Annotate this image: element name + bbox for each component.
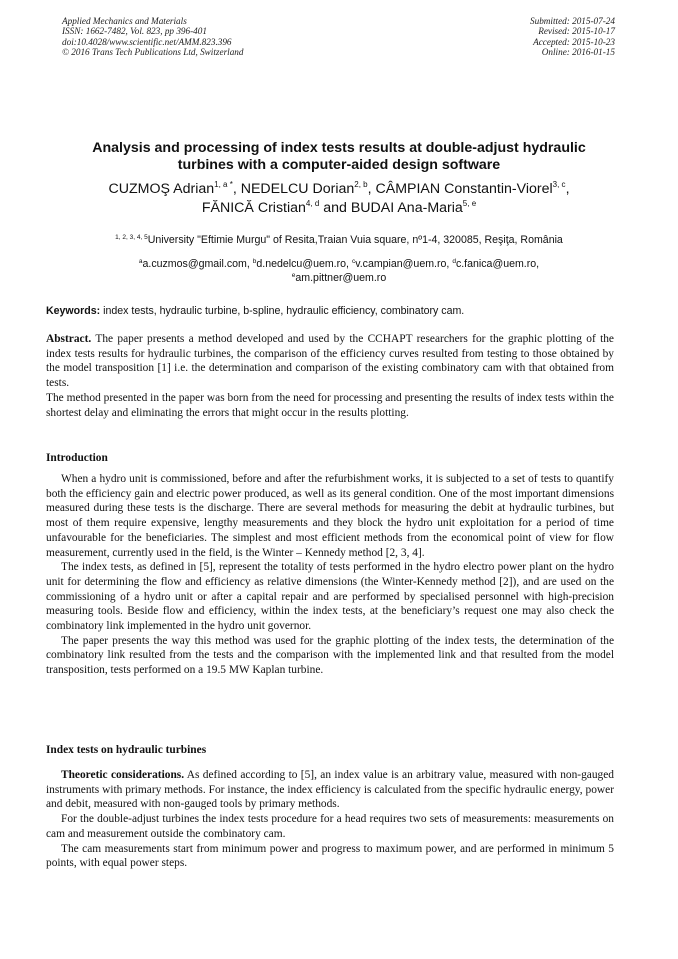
email-sep: ,: [246, 258, 253, 270]
author-name: FĂNICĂ Cristian: [201, 200, 306, 216]
email-sup: d: [452, 258, 456, 265]
email-sup: c: [351, 258, 356, 265]
introduction-paragraph-3: The paper presents the way this method was used for the graphic plotting of the index tests, the determination of the combinatory link resulted from the tests and the comparison with the implemented link and that resulted from the model transposition, tests performed on a 19.5 MW Kaplan turbine.: [46, 634, 614, 677]
abstract-label: Abstract.: [46, 333, 92, 345]
email-address: c.fanica@uem.ro: [455, 258, 537, 270]
email-address: v.campian@uem.ro: [355, 258, 447, 270]
title-line-2: turbines with a computer-aided design software: [177, 157, 501, 173]
author-affil-sup: 3, c: [552, 180, 566, 189]
author-list: [40, 180, 638, 218]
index-tests-paragraph-1: [46, 768, 614, 812]
author-sep: ,: [565, 181, 570, 197]
author-name: CÂMPIAN Constantin-Viorel: [375, 181, 553, 197]
introduction-paragraph-2: The index tests, as defined in [5], represent the totality of tests performed in the hydro electro power plant on the hydro unit for determining the flow and efficiency as relative dimensions (the Winter-Kennedy method [2]), and are used on the commissioning of a hydro unit or after a capital repair and are performed by specialised personnel with high-precision measuring tools. Beside flow and efficiency, within the index tests, at the beneficiary’s request one may also check the combinatory link implemented in the hydro unit governor.: [46, 561, 614, 633]
journal-issn: ISSN: 1662-7482, Vol. 823, pp 396-401: [62, 26, 207, 37]
email-address: am.pittner@uem.ro: [295, 271, 387, 284]
author-name: BUDAI Ana-Maria: [350, 200, 463, 216]
paper-title: [40, 140, 638, 174]
author-line-2: [40, 199, 638, 218]
journal-copyright: © 2016 Trans Tech Publications Ltd, Switzerland: [62, 47, 244, 58]
dates-header: [530, 16, 615, 58]
affiliation-text: University "Eftimie Murgu" of Resita,Traian Vuia square, nº1-4, 320085, Reşiţa, România: [147, 234, 563, 246]
introduction-section: [46, 472, 614, 678]
date-online: Online: 2016-01-15: [541, 47, 615, 58]
abstract-paragraph-2: The method presented in the paper was born from the need for processing and presenting the results of index tests within the shortest delay and eliminating the errors that might occur in the results plotting.: [46, 391, 614, 419]
index-tests-text: As defined according to [5], an index value is an arbitrary value, measured with non-gauged instruments with primary methods. For instance, the index efficiency is calculated from the specific hydraulic energy, power and debit, measured with non-gauged tools by primary methods.: [46, 769, 614, 811]
author-affil-sup: 1, a *: [214, 180, 233, 189]
author-sep: and: [319, 200, 351, 216]
author-sep: ,: [367, 181, 376, 197]
author-name: NEDELCU Dorian: [240, 181, 355, 197]
index-tests-paragraph-3: The cam measurements start from minimum power and progress to maximum power, and are performed in minimum 5 points, with equal power steps.: [46, 842, 614, 870]
journal-doi: doi:10.4028/www.scientific.net/AMM.823.396: [62, 36, 232, 47]
author-name: CUZMOŞ Adrian: [108, 181, 215, 197]
date-revised: Revised: 2015-10-17: [538, 26, 615, 37]
abstract-text: The paper presents a method developed and used by the CCHAPT researchers for the graphic plotting of the index tests results for hydraulic turbines, the comparison of the efficiency curves resulted from testing to those obtained by the model transposition [1] i.e. the determination and comparison of the existing combinatory cam with that obtained from tests.: [46, 333, 614, 390]
affiliation: [40, 234, 638, 247]
email-address: a.cuzmos@gmail.com: [142, 258, 247, 270]
keywords-label: Keywords:: [46, 305, 101, 317]
journal-name: Applied Mechanics and Materials: [62, 16, 187, 26]
author-affil-sup: 5, e: [462, 199, 477, 208]
index-tests-section: [46, 768, 614, 871]
email-line-2: [40, 272, 638, 286]
author-line-1: [40, 180, 638, 199]
email-address: d.nedelcu@uem.ro: [256, 258, 347, 270]
date-accepted: Accepted: 2015-10-23: [533, 36, 615, 47]
email-sep: ,: [446, 258, 453, 270]
index-tests-heading: Index tests on hydraulic turbines: [46, 744, 207, 756]
author-sep: ,: [232, 181, 241, 197]
author-affil-sup: 2, b: [354, 180, 368, 189]
journal-header: [62, 16, 243, 58]
date-submitted: Submitted: 2015-07-24: [530, 16, 615, 26]
email-sup: b: [252, 258, 257, 265]
email-sup: a: [138, 258, 143, 265]
introduction-paragraph-1: When a hydro unit is commissioned, before and after the refurbishment works, it is subjected to a set of tests to quantify both the efficiency gain and electric power produced, as well as its general condition. One of the most important dimensions measured during these tests is the discharge. There are several methods for measuring the debit at hydraulic turbines, but most of them require expensive, lengthy measurements and they block the hydro unit exploitation for a period of time unfavourable for the beneficiaries. The simplest and most efficient methods from the economical point of view for flow measurement, currently used in the field, is the Winter – Kennedy method [2, 3, 4].: [46, 473, 614, 559]
theoretic-considerations-runin: Theoretic considerations.: [61, 769, 185, 781]
email-sep: ,: [536, 258, 540, 270]
email-sep: ,: [346, 258, 352, 270]
abstract-section: [46, 332, 614, 420]
keywords-text: index tests, hydraulic turbine, b-spline, hydraulic efficiency, combinatory cam.: [100, 305, 465, 317]
keywords: [46, 305, 636, 318]
affiliation-sup: 1, 2, 3, 4, 5: [115, 234, 148, 241]
index-tests-paragraph-2: For the double-adjust turbines the index tests procedure for a head requires two sets of measurements: measurements on cam and measurement outside the combinatory cam.: [46, 813, 614, 840]
title-line-1: Analysis and processing of index tests results at double-adjust hydraulic: [92, 140, 586, 156]
abstract-paragraph-1: [46, 332, 614, 391]
email-sup: e: [291, 271, 296, 279]
email-list: [40, 258, 638, 285]
introduction-heading: Introduction: [46, 452, 108, 464]
author-affil-sup: 4, d: [305, 199, 320, 208]
email-line-1: [40, 258, 638, 272]
